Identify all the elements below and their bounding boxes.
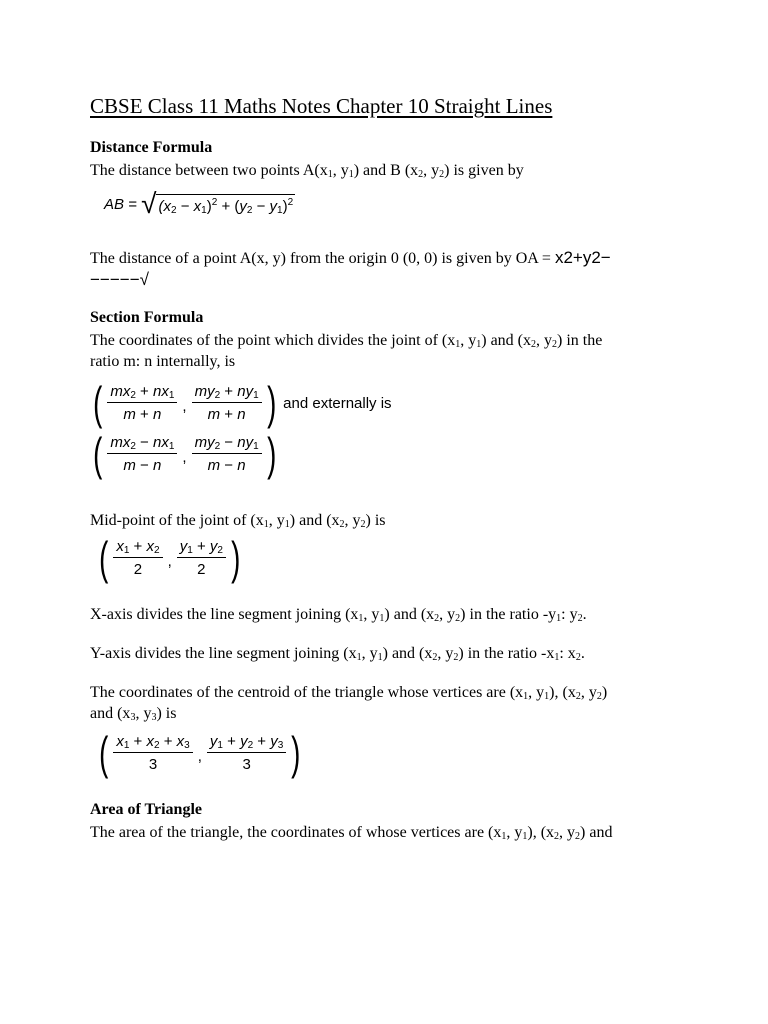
distance-intro-text: The distance between two points $A(x_1$, $y_1$) and B ($x_2$, $y_2$) is given by xyxy=(90,162,524,180)
xaxis-ratio-text: X-axis divides the line segment joining ($x_1$, $y_1$) and ($x_2$, $y_2$) in the ratio $-y_1$: $y_2$. xyxy=(90,606,587,624)
section-internal-formula: ( $\frac{mx_2 + nx_1}{m + n}$ , $\frac{my_2 + ny_1}{m + n}$ ) and externally is xyxy=(93,377,392,429)
section-formula-heading: Section Formula xyxy=(90,309,204,326)
midpoint-text: Mid-point of the joint of ($x_1$, $y_1$) and ($x_2$, $y_2$) is xyxy=(90,512,386,530)
centroid-text: The coordinates of the centroid of the triangle whose vertices are ($x_1$, $y_1$), ($x_2$, $y_2$) and ($x_3$, $y_3$) is xyxy=(90,684,608,723)
yaxis-ratio-text: Y-axis divides the line segment joining ($x_1$, $y_1$) and ($x_2$, $y_2$) in the ratio $-x_1$: $x_2$. xyxy=(90,645,585,663)
distance-formula-image: AB = √ $(x_2 - x_1)^2 + (y_2 - y_1)^2$ xyxy=(104,188,294,219)
distance-formula-heading: Distance Formula xyxy=(90,139,213,156)
area-triangle-heading: Area of Triangle xyxy=(90,801,202,818)
section-external-formula: ( $\frac{mx_2 - nx_1}{m - n}$ , $\frac{my_2 - ny_1}{m - n}$ ) xyxy=(93,428,276,480)
centroid-formula: ( $\frac{x_1 + x_2 + x_3}{3}$ , $\frac{y_1 + y_2 + y_3}{3}$ ) xyxy=(99,727,301,779)
origin-distance-text: The distance of a point A(x, y) from the origin 0 (0, 0) is given by OA = x2+y2− −−−−−√ xyxy=(90,248,611,289)
section-intro-text: The coordinates of the point which divides the joint of ($x_1$, $y_1$) and ($x_2$, $y_2$) in the ratio m: n internally, is xyxy=(90,332,603,370)
externally-label: and externally is xyxy=(283,394,392,412)
area-triangle-text: The area of the triangle, the coordinates of whose vertices are ($x_1$, $y_1$), ($x_2$, $y_2$) and xyxy=(90,824,613,842)
midpoint-formula: ( $\frac{x_1 + x_2}{2}$ , $\frac{y_1 + y_2}{2}$ ) xyxy=(99,532,241,584)
formula-label: AB = xyxy=(104,195,137,213)
page-title: CBSE Class 11 Maths Notes Chapter 10 Straight Lines xyxy=(90,94,553,118)
